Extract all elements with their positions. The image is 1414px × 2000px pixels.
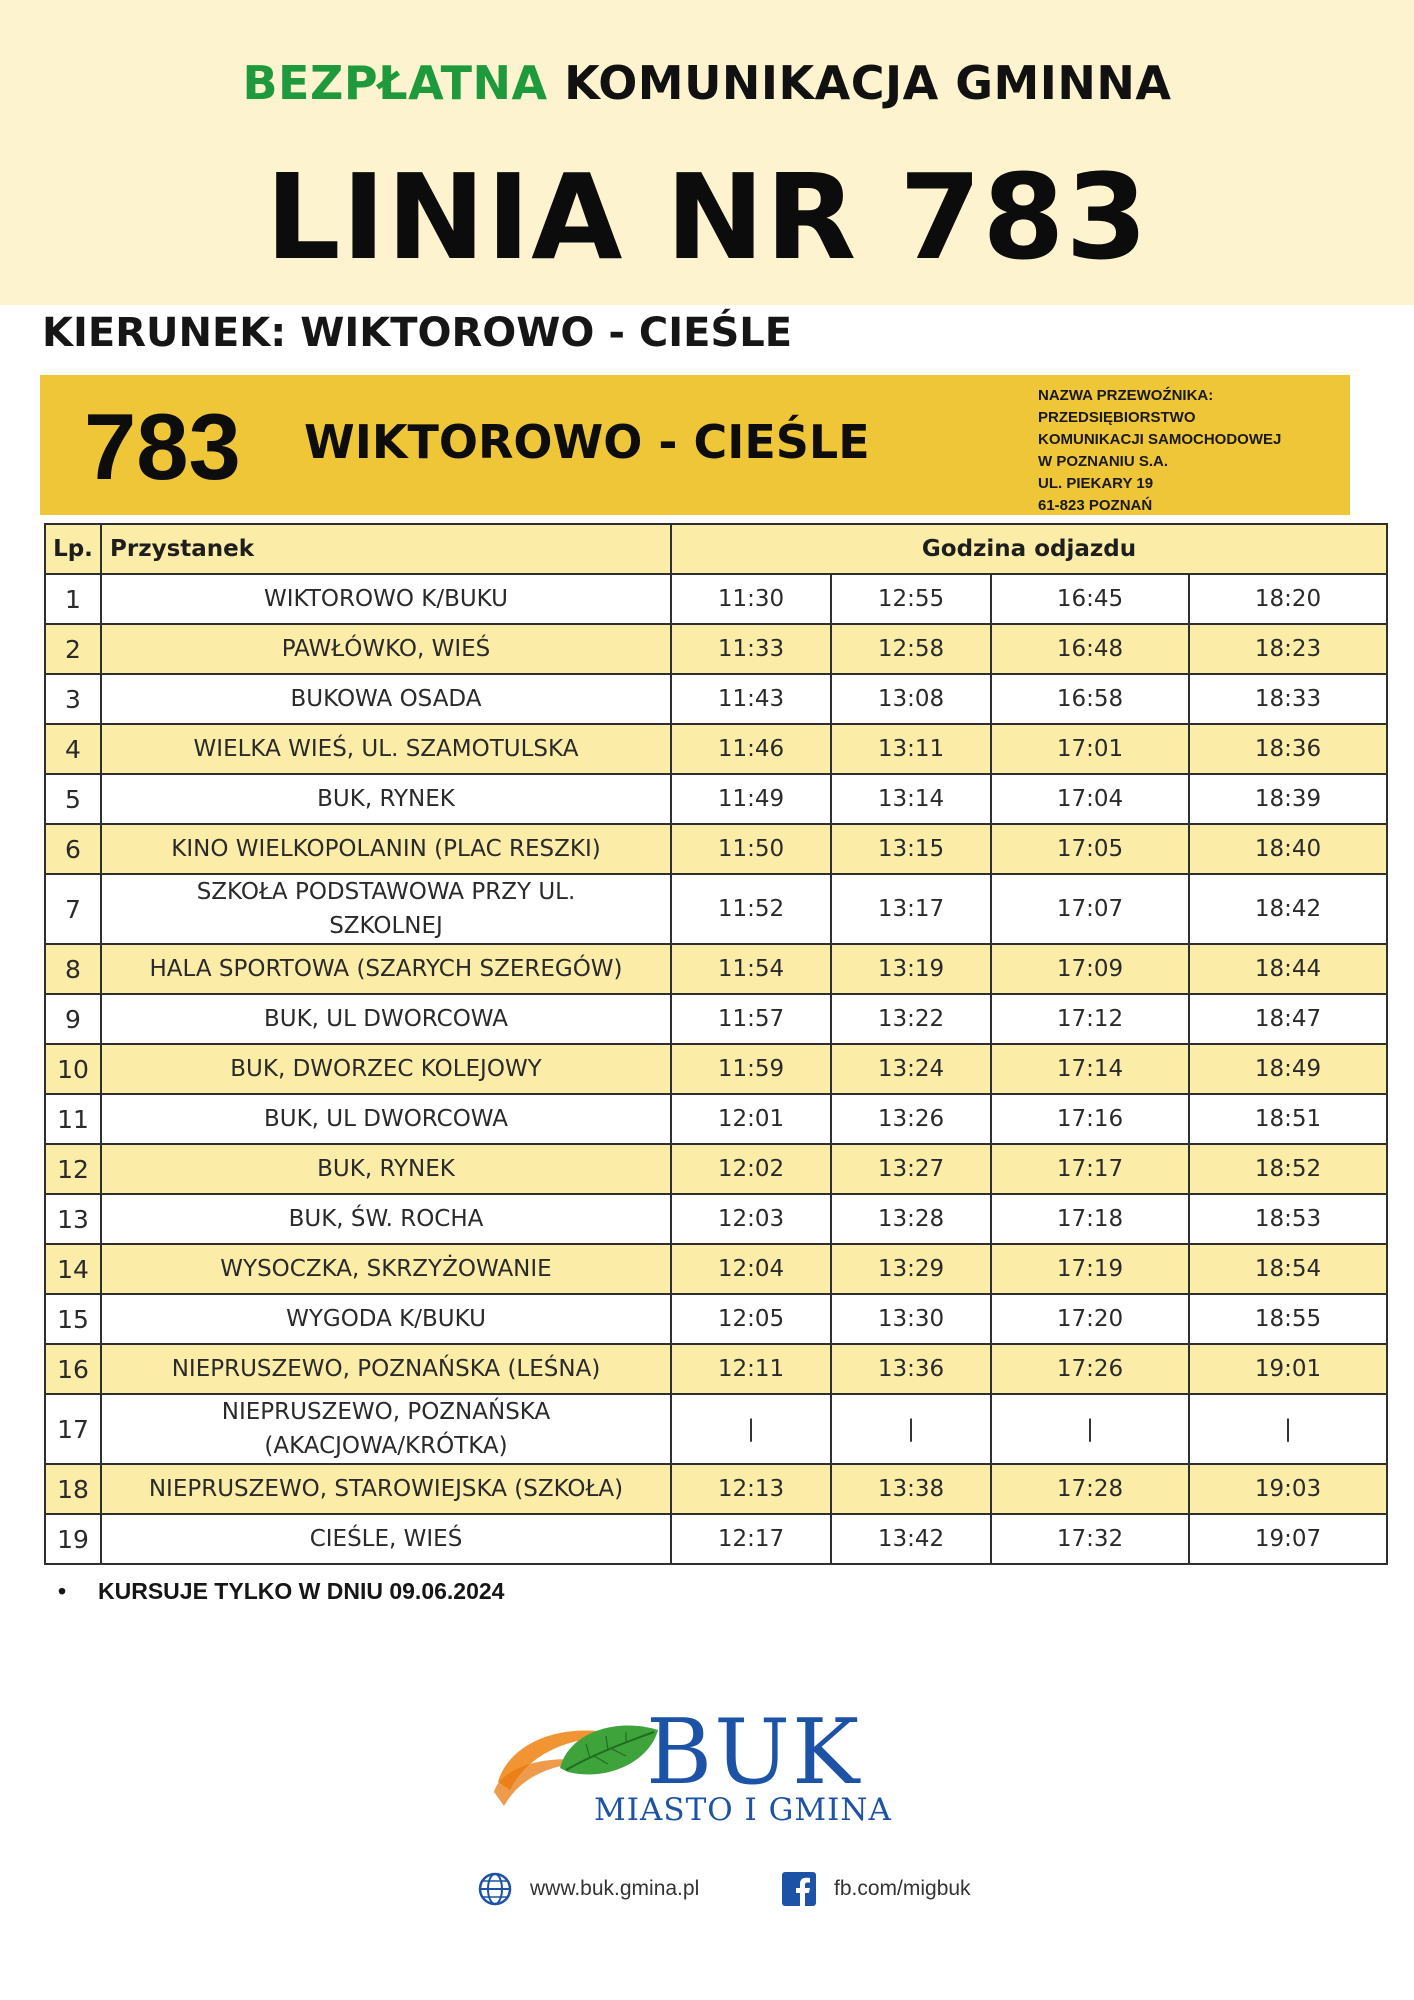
row-number: 15 — [45, 1294, 101, 1344]
row-number: 8 — [45, 944, 101, 994]
header-lp: Lp. — [45, 524, 101, 574]
carrier-line: NAZWA PRZEWOŹNIKA: — [1038, 387, 1214, 404]
row-number: 12 — [45, 1144, 101, 1194]
carrier-line: 61-823 POZNAŃ — [1038, 497, 1153, 514]
departure-time: 13:19 — [831, 944, 991, 994]
table-row — [45, 1294, 1387, 1344]
departure-time: 18:53 — [1189, 1194, 1387, 1244]
carrier-line: W POZNANIU S.A. — [1038, 453, 1168, 470]
departure-time: 17:09 — [991, 944, 1189, 994]
departure-time: 11:46 — [671, 724, 831, 774]
note-text: KURSUJE TYLKO W DNIU 09.06.2024 — [98, 1578, 505, 1604]
departure-time: 12:58 — [831, 624, 991, 674]
departure-time: 18:23 — [1189, 624, 1387, 674]
departure-time: 17:28 — [991, 1464, 1189, 1514]
stop-name: NIEPRUSZEWO, POZNAŃSKA (AKACJOWA/KRÓTKA) — [101, 1394, 671, 1464]
row-number: 14 — [45, 1244, 101, 1294]
row-number: 4 — [45, 724, 101, 774]
departure-time: 11:59 — [671, 1044, 831, 1094]
departure-time: 18:49 — [1189, 1044, 1387, 1094]
header-subtitle — [0, 56, 1414, 110]
timetable — [44, 523, 1388, 1565]
header-stop: Przystanek — [101, 524, 671, 574]
stop-name: HALA SPORTOWA (SZARYCH SZEREGÓW) — [101, 944, 671, 994]
row-number: 11 — [45, 1094, 101, 1144]
departure-time: 11:54 — [671, 944, 831, 994]
departure-time: 17:14 — [991, 1044, 1189, 1094]
carrier-info — [1038, 385, 1338, 517]
table-row — [45, 674, 1387, 724]
departure-time: 13:38 — [831, 1464, 991, 1514]
footer — [0, 1872, 1414, 1912]
table-row — [45, 874, 1387, 944]
stop-name: WYSOCZKA, SKRZYŻOWANIE — [101, 1244, 671, 1294]
departure-time: 17:26 — [991, 1344, 1189, 1394]
buk-logo — [490, 1700, 890, 1840]
departure-time: 17:07 — [991, 874, 1189, 944]
table-header-row — [45, 524, 1387, 574]
row-number: 3 — [45, 674, 101, 724]
departure-time: 13:24 — [831, 1044, 991, 1094]
departure-time: 11:49 — [671, 774, 831, 824]
departure-time: 17:04 — [991, 774, 1189, 824]
stop-name: KINO WIELKOPOLANIN (PLAC RESZKI) — [101, 824, 671, 874]
table-row — [45, 724, 1387, 774]
departure-time: 11:33 — [671, 624, 831, 674]
departure-time: 18:54 — [1189, 1244, 1387, 1294]
departure-time: 13:17 — [831, 874, 991, 944]
row-number: 18 — [45, 1464, 101, 1514]
row-number: 2 — [45, 624, 101, 674]
table-row — [45, 1094, 1387, 1144]
departure-time: 18:36 — [1189, 724, 1387, 774]
stop-name: SZKOŁA PODSTAWOWA PRZY UL. SZKOLNEJ — [101, 874, 671, 944]
departure-time: 13:15 — [831, 824, 991, 874]
stop-name: PAWŁÓWKO, WIEŚ — [101, 624, 671, 674]
table-row — [45, 1464, 1387, 1514]
facebook-icon — [782, 1872, 816, 1906]
row-number: 5 — [45, 774, 101, 824]
departure-time: | — [671, 1394, 831, 1464]
table-row — [45, 624, 1387, 674]
departure-time: 18:40 — [1189, 824, 1387, 874]
departure-time: | — [1189, 1394, 1387, 1464]
row-number: 17 — [45, 1394, 101, 1464]
departure-time: 13:27 — [831, 1144, 991, 1194]
stop-name: CIEŚLE, WIEŚ — [101, 1514, 671, 1564]
stop-name: BUK, RYNEK — [101, 1144, 671, 1194]
table-row — [45, 994, 1387, 1044]
departure-time: 17:18 — [991, 1194, 1189, 1244]
row-number: 7 — [45, 874, 101, 944]
stop-name: WIELKA WIEŚ, UL. SZAMOTULSKA — [101, 724, 671, 774]
logo-name: BUK — [646, 1700, 862, 1805]
departure-time: 13:26 — [831, 1094, 991, 1144]
row-number: 6 — [45, 824, 101, 874]
stop-name: BUK, ŚW. ROCHA — [101, 1194, 671, 1244]
table-row — [45, 1244, 1387, 1294]
departure-time: 13:28 — [831, 1194, 991, 1244]
page-header — [0, 0, 1414, 305]
departure-time: 12:05 — [671, 1294, 831, 1344]
table-row — [45, 574, 1387, 624]
table-row — [45, 824, 1387, 874]
stop-name: WYGODA K/BUKU — [101, 1294, 671, 1344]
departure-time: 12:13 — [671, 1464, 831, 1514]
departure-time: 18:20 — [1189, 574, 1387, 624]
departure-time: 17:05 — [991, 824, 1189, 874]
website-link[interactable] — [478, 1872, 699, 1906]
subtitle-free: BEZPŁATNA — [242, 56, 548, 110]
stop-name: BUKOWA OSADA — [101, 674, 671, 724]
departure-time: 17:12 — [991, 994, 1189, 1044]
website-text: www.buk.gmina.pl — [530, 1877, 700, 1900]
departure-time: 12:03 — [671, 1194, 831, 1244]
table-row — [45, 944, 1387, 994]
departure-time: 18:44 — [1189, 944, 1387, 994]
departure-time: 13:11 — [831, 724, 991, 774]
stop-name: NIEPRUSZEWO, STAROWIEJSKA (SZKOŁA) — [101, 1464, 671, 1514]
carrier-line: UL. PIEKARY 19 — [1038, 475, 1154, 492]
stop-name: BUK, UL DWORCOWA — [101, 1094, 671, 1144]
page-title: LINIA NR 783 — [265, 148, 1149, 286]
departure-time: 13:29 — [831, 1244, 991, 1294]
departure-time: 18:42 — [1189, 874, 1387, 944]
departure-time: 12:01 — [671, 1094, 831, 1144]
schedule-note — [58, 1578, 504, 1605]
departure-time: 12:17 — [671, 1514, 831, 1564]
table-row — [45, 1394, 1387, 1464]
bullet-icon: • — [58, 1578, 67, 1604]
departure-time: | — [831, 1394, 991, 1464]
row-number: 9 — [45, 994, 101, 1044]
departure-time: 17:32 — [991, 1514, 1189, 1564]
row-number: 19 — [45, 1514, 101, 1564]
departure-time: 18:52 — [1189, 1144, 1387, 1194]
departure-time: 19:07 — [1189, 1514, 1387, 1564]
carrier-line: KOMUNIKACJI SAMOCHODOWEJ — [1038, 431, 1282, 448]
stop-name: BUK, UL DWORCOWA — [101, 994, 671, 1044]
departure-time: 13:36 — [831, 1344, 991, 1394]
departure-time: 17:17 — [991, 1144, 1189, 1194]
departure-time: 16:48 — [991, 624, 1189, 674]
departure-time: 13:14 — [831, 774, 991, 824]
departure-time: 13:30 — [831, 1294, 991, 1344]
departure-time: 13:42 — [831, 1514, 991, 1564]
table-row — [45, 1344, 1387, 1394]
departure-time: | — [991, 1394, 1189, 1464]
departure-time: 16:58 — [991, 674, 1189, 724]
departure-time: 12:11 — [671, 1344, 831, 1394]
departure-time: 12:02 — [671, 1144, 831, 1194]
departure-time: 19:03 — [1189, 1464, 1387, 1514]
subtitle-rest: KOMUNIKACJA GMINNA — [564, 56, 1172, 110]
stop-name: BUK, RYNEK — [101, 774, 671, 824]
departure-time: 17:19 — [991, 1244, 1189, 1294]
departure-time: 11:50 — [671, 824, 831, 874]
stop-name: WIKTOROWO K/BUKU — [101, 574, 671, 624]
departure-time: 13:22 — [831, 994, 991, 1044]
departure-time: 18:51 — [1189, 1094, 1387, 1144]
departure-time: 11:30 — [671, 574, 831, 624]
table-row — [45, 1514, 1387, 1564]
departure-time: 16:45 — [991, 574, 1189, 624]
table-row — [45, 1194, 1387, 1244]
logo-subtitle: MIASTO I GMINA — [594, 1792, 892, 1828]
globe-icon — [478, 1872, 512, 1906]
direction-heading: KIERUNEK: WIKTOROWO - CIEŚLE — [42, 310, 793, 356]
departure-time: 18:55 — [1189, 1294, 1387, 1344]
route-name: WIKTOROWO - CIEŚLE — [304, 415, 870, 469]
carrier-line: PRZEDSIĘBIORSTWO — [1038, 409, 1196, 426]
table-row — [45, 1144, 1387, 1194]
row-number: 16 — [45, 1344, 101, 1394]
departure-time: 12:04 — [671, 1244, 831, 1294]
row-number: 13 — [45, 1194, 101, 1244]
line-number: 783 — [84, 394, 241, 499]
timetable-body — [45, 574, 1387, 1564]
departure-time: 18:47 — [1189, 994, 1387, 1044]
table-row — [45, 1044, 1387, 1094]
departure-time: 13:08 — [831, 674, 991, 724]
row-number: 10 — [45, 1044, 101, 1094]
facebook-link[interactable] — [782, 1872, 971, 1906]
departure-time: 17:20 — [991, 1294, 1189, 1344]
departure-time: 19:01 — [1189, 1344, 1387, 1394]
departure-time: 11:57 — [671, 994, 831, 1044]
facebook-text: fb.com/migbuk — [834, 1877, 971, 1900]
departure-time: 18:39 — [1189, 774, 1387, 824]
departure-time: 17:16 — [991, 1094, 1189, 1144]
row-number: 1 — [45, 574, 101, 624]
departure-time: 12:55 — [831, 574, 991, 624]
route-band — [40, 375, 1350, 515]
stop-name: BUK, DWORZEC KOLEJOWY — [101, 1044, 671, 1094]
departure-time: 11:52 — [671, 874, 831, 944]
departure-time: 17:01 — [991, 724, 1189, 774]
table-row — [45, 774, 1387, 824]
departure-time: 11:43 — [671, 674, 831, 724]
stop-name: NIEPRUSZEWO, POZNAŃSKA (LEŚNA) — [101, 1344, 671, 1394]
departure-time: 18:33 — [1189, 674, 1387, 724]
header-times: Godzina odjazdu — [671, 524, 1387, 574]
